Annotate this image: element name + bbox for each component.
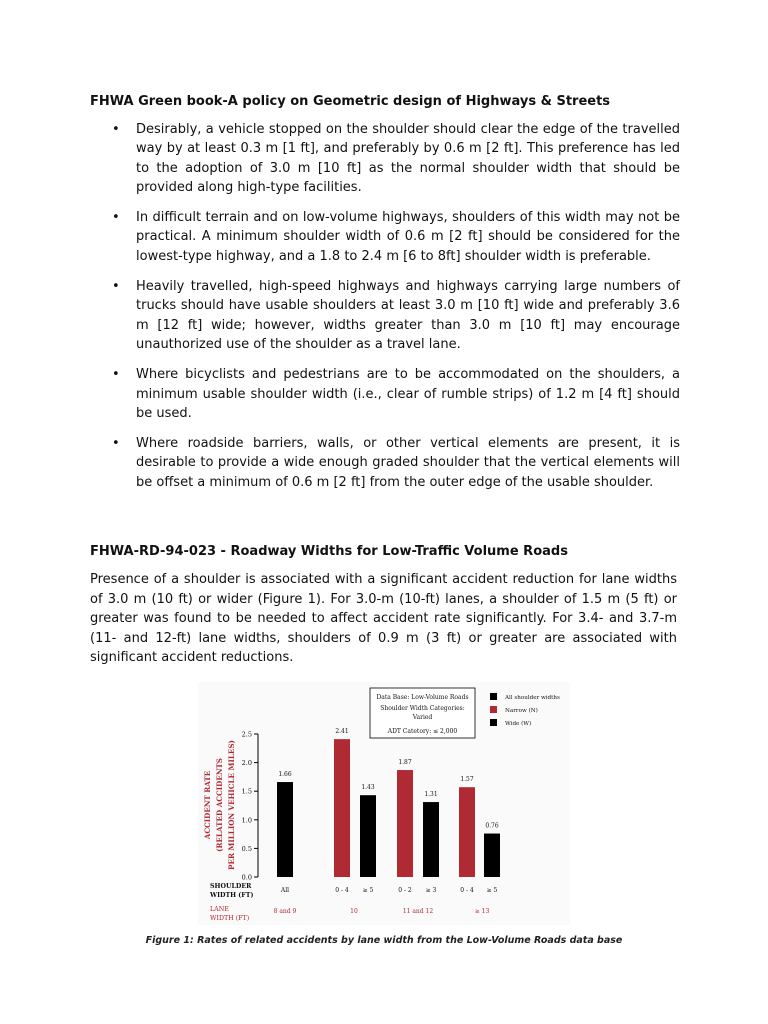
y-axis-label-line: (RELATED ACCIDENTS: [215, 758, 224, 852]
shoulder-row-label: SHOULDER: [210, 883, 252, 890]
section-heading-fhwa-rd: FHWA-RD-94-023 - Roadway Widths for Low-Traffic Volume Roads: [90, 544, 568, 559]
shoulder-width-label: 0 - 2: [398, 887, 412, 894]
lane-row-label: WIDTH (FT): [210, 915, 250, 922]
lane-width-label: 10: [350, 908, 358, 915]
bar: [360, 795, 376, 877]
accident-rate-chart: [198, 682, 570, 925]
shoulder-width-label: ≥ 5: [362, 887, 374, 894]
bars: [277, 728, 500, 877]
shoulder-width-label: 0 - 4: [335, 887, 349, 894]
lane-row-label: LANE: [210, 906, 229, 913]
bar: [334, 739, 350, 877]
y-axis-label-line: PER MILLION VEHICLE MILES): [227, 740, 236, 870]
figure-caption: Figure 1: Rates of related accidents by lane width from the Low-Volume Roads data base: [145, 935, 623, 946]
y-tick-label: 2.5: [241, 730, 252, 739]
bar-value-label: 1.66: [278, 771, 292, 779]
y-tick-label: 1.5: [241, 787, 252, 796]
info-box-line: ADT Catetory: ≤ 2,000: [387, 728, 458, 735]
bar-value-label: 1.43: [361, 784, 375, 792]
y-axis-label: [203, 740, 236, 870]
y-tick-label: 0.5: [241, 844, 252, 853]
y-tick-label: 0.0: [241, 873, 252, 882]
bullet-item: • Where roadside barriers, walls, or other vertical elements are present, it is desirable to provide a wide enough graded shoulder that the vertical elements will be offset a minimum of 0.6 m [2 ft] from the outer edge of the usable shoulder.: [90, 434, 680, 492]
y-axis: [242, 731, 258, 882]
legend-label: Wide (W): [505, 721, 532, 727]
legend: [490, 693, 560, 727]
section-heading-green-book: FHWA Green book-A policy on Geometric design of Highways & Streets: [90, 94, 611, 109]
shoulder-width-label: All: [280, 887, 290, 894]
lane-width-label: ≥ 13: [474, 908, 490, 915]
x-axis-labels: [209, 883, 498, 922]
bar: [459, 787, 475, 877]
shoulder-width-label: 0 - 4: [460, 887, 474, 894]
bar: [397, 770, 413, 877]
bar: [484, 834, 500, 877]
body-paragraph: Presence of a shoulder is associated with a significant accident reduction for lane widths of 3.0 m (10 ft) or wider (Figure 1). For 3.0-m (10-ft) lanes, a shoulder of 1.5 m (5 ft) or greater was found to be needed to affect accident rate significantly. For 3.4- and 3.7-m (11- and 12-ft) lane widths, shoulders of 0.9 m (3 ft) or greater are associated with significant accident reductions.: [90, 572, 677, 665]
info-box: [370, 688, 475, 738]
bullet-list: [90, 120, 680, 503]
bullet-item: • Desirably, a vehicle stopped on the shoulder should clear the edge of the travelled way by at least 0.3 m [1 ft], and preferably by 0.6 m [2 ft]. This preference has led to the adoption of 3.0 m [10 ft] as the normal shoulder width that should be provided along high-type facilities.: [90, 120, 680, 197]
shoulder-width-label: ≥ 3: [425, 887, 437, 894]
lane-width-label: 8 and 9: [273, 908, 297, 915]
y-tick-label: 1.0: [241, 816, 252, 825]
y-axis-label-line: ACCIDENT RATE: [203, 770, 212, 840]
lane-width-label: 11 and 12: [402, 908, 434, 915]
bar-value-label: 1.87: [398, 759, 412, 767]
legend-label: Narrow (N): [505, 708, 538, 714]
bar: [277, 782, 293, 877]
shoulder-width-label: ≥ 5: [486, 887, 498, 894]
bar: [423, 802, 439, 877]
bar-value-label: 2.41: [335, 728, 349, 736]
bullet-item: • In difficult terrain and on low-volume highways, shoulders of this width may not be practical. A minimum shoulder width of 0.6 m [2 ft] should be considered for the lowest-type highway, and a 1.8 to 2.4 m [6 to 8ft] shoulder width is preferable.: [90, 208, 680, 266]
bullet-item: • Heavily travelled, high-speed highways and highways carrying large numbers of trucks should have usable shoulders at least 3.0 m [10 ft] wide and preferably 3.6 m [12 ft] wide; however, widths greater than 3.0 m [10 ft] may encourage unauthorized use of the shoulder as a travel lane.: [90, 277, 680, 354]
bar-value-label: 1.57: [460, 776, 474, 784]
legend-swatch: [490, 693, 497, 700]
info-box-line: Varied: [412, 714, 433, 721]
bar-value-label: 0.76: [485, 822, 499, 830]
info-box-line: Data Base: Low-Volume Roads: [376, 694, 469, 701]
legend-swatch: [490, 706, 497, 713]
shoulder-row-label: WIDTH (FT): [210, 892, 254, 899]
legend-label: All shoulder widths: [505, 695, 560, 701]
info-box-line: Shoulder Width Categories:: [380, 705, 465, 712]
legend-swatch: [490, 719, 497, 726]
figure-1: [198, 682, 570, 925]
bullet-item: • Where bicyclists and pedestrians are to be accommodated on the shoulders, a minimum usable shoulder width (i.e., clear of rumble strips) of 1.2 m [4 ft] should be used.: [90, 365, 680, 423]
bar-value-label: 1.31: [424, 791, 438, 799]
y-tick-label: 2.0: [241, 759, 252, 768]
